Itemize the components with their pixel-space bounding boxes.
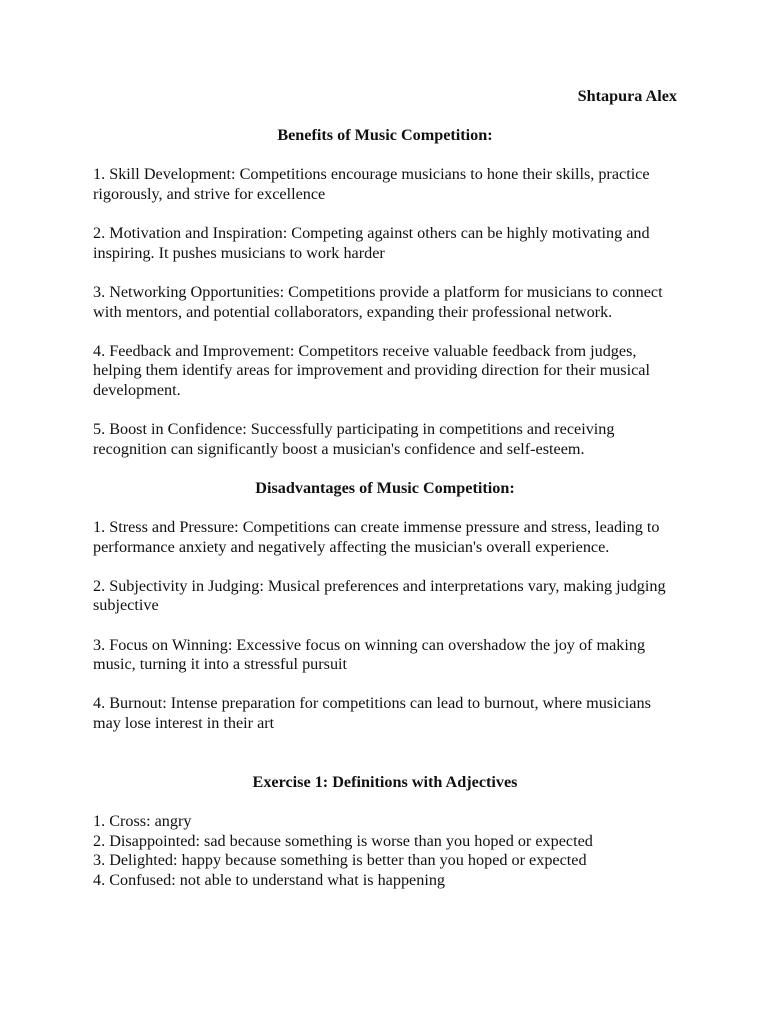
- disadvantages-heading: Disadvantages of Music Competition:: [255, 478, 515, 497]
- benefit-item: 1. Skill Development: Competitions encourage musicians to hone their skills, practice rigorously, and strive for excellence: [93, 165, 650, 203]
- definition-item: 3. Delighted: happy because something is better than you hoped or expected: [93, 851, 587, 870]
- disadvantage-item: 3. Focus on Winning: Excessive focus on winning can overshadow the joy of making music, turning it into a stressful pursuit: [93, 635, 646, 674]
- benefit-item: 3. Networking Opportunities: Competitions provide a platform for musicians to connect with mentors, and potential collaborators, expanding their professional network.: [93, 282, 663, 321]
- benefit-item: 4. Feedback and Improvement: Competitors receive valuable feedback from judges, helping them identify areas for improvement and providing direction for their musical development.: [93, 341, 650, 399]
- disadvantage-item: 2. Subjectivity in Judging: Musical preferences and interpretations vary, making judging subjective: [93, 576, 666, 615]
- definition-item: 1. Cross: angry: [93, 811, 192, 830]
- definition-item: 4. Confused: not able to understand what is happening: [93, 870, 446, 889]
- author-name: Shtapura Alex: [577, 87, 677, 105]
- benefits-heading: Benefits of Music Competition:: [277, 126, 493, 145]
- definition-item: 2. Disappointed: sad because something is worse than you hoped or expected: [93, 831, 593, 850]
- exercise-heading: Exercise 1: Definitions with Adjectives: [252, 772, 518, 791]
- benefit-item: 5. Boost in Confidence: Successfully participating in competitions and receiving recognition can significantly boost a musician's confidence and self-esteem.: [93, 420, 615, 458]
- disadvantage-item: 1. Stress and Pressure: Competitions can create immense pressure and stress, leading to performance anxiety and negatively affecting the musician's overall experience.: [93, 518, 660, 556]
- benefit-item: 2. Motivation and Inspiration: Competing against others can be highly motivating and inspiring. It pushes musicians to work harder: [93, 224, 650, 262]
- document-page: [93, 87, 677, 890]
- disadvantage-item: 4. Burnout: Intense preparation for competitions can lead to burnout, where musicians may lose interest in their art: [93, 694, 651, 732]
